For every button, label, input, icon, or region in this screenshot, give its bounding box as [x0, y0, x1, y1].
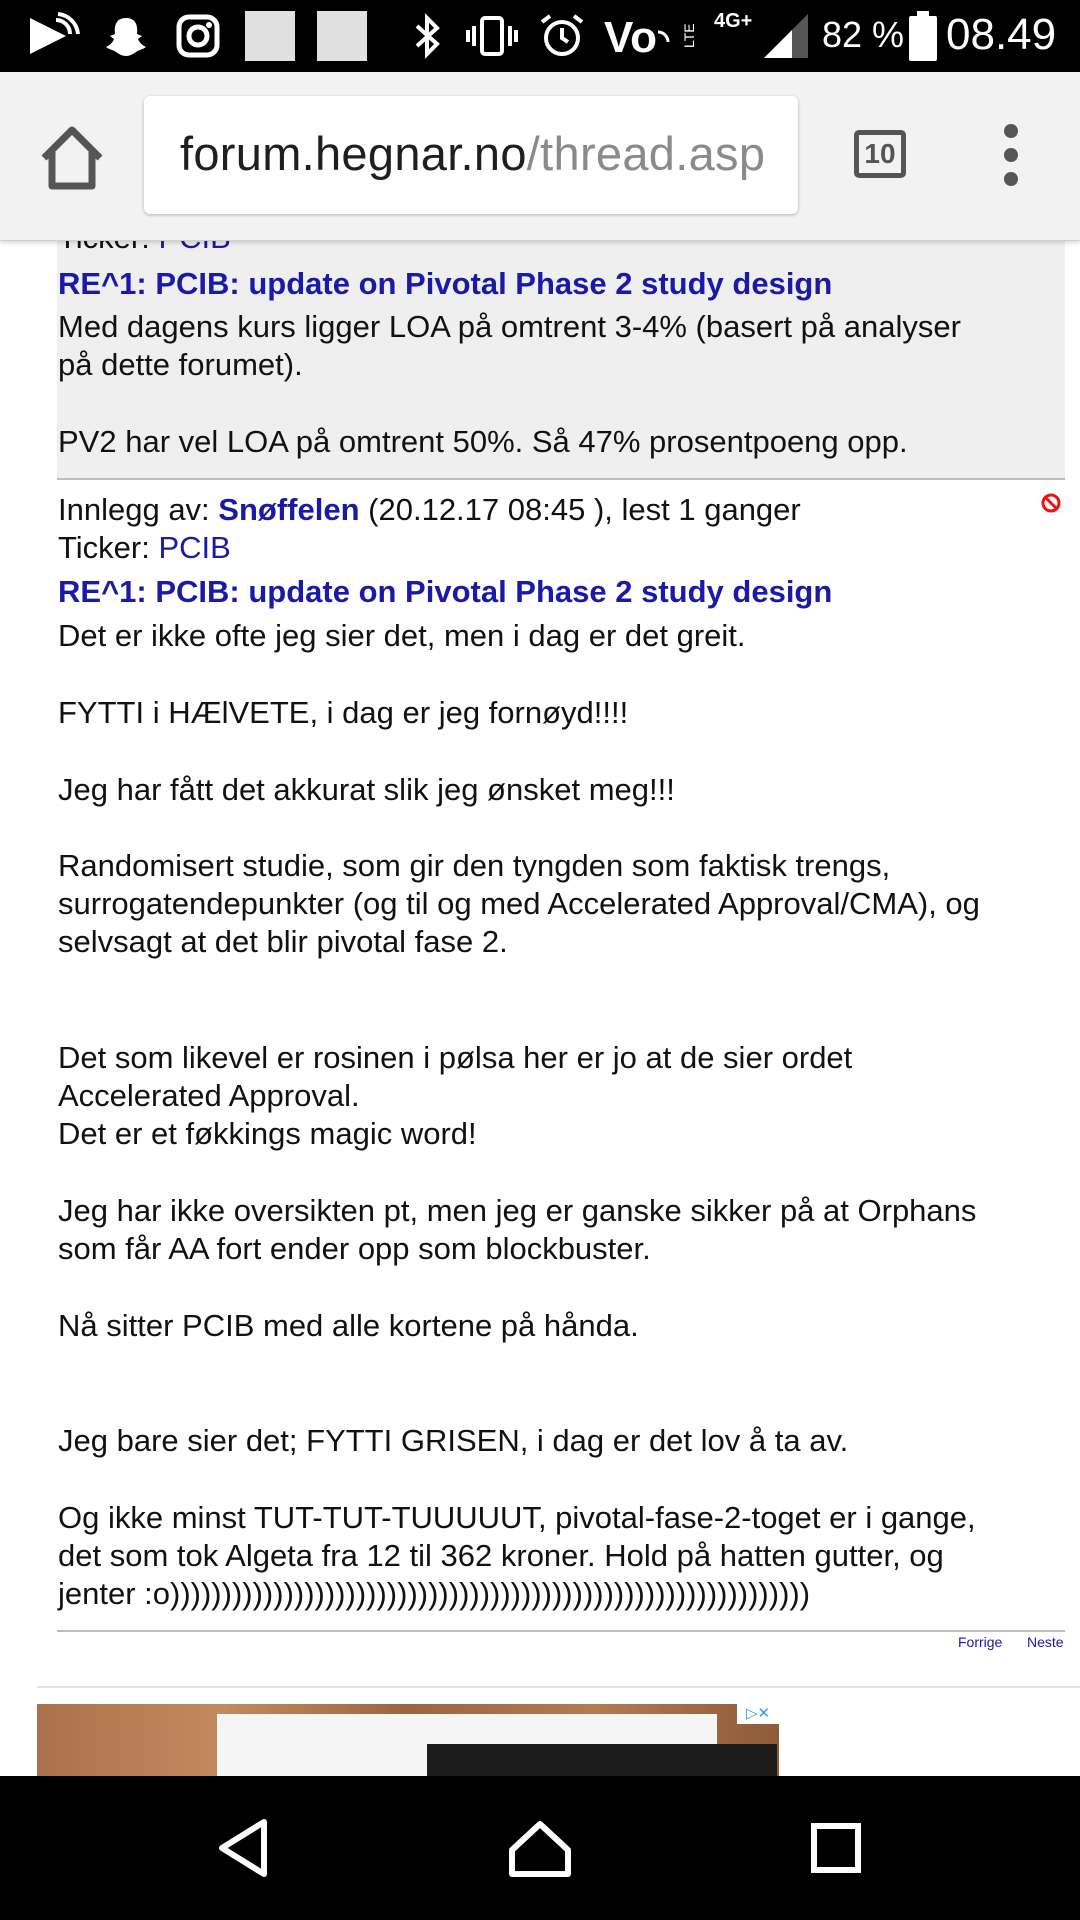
post-body-line: Og ikke minst TUT-TUT-TUUUUUT, pivotal-fase-2-toget er i gange,: [58, 1500, 976, 1535]
recents-button[interactable]: [804, 1816, 868, 1880]
author-link[interactable]: Snøffelen: [218, 492, 360, 527]
post-body-line: Det som likevel er rosinen i pølsa her er jo at de sier ordet: [58, 1040, 853, 1075]
post-body-line: surrogatendepunkter (og til og med Accelerated Approval/CMA), og: [58, 886, 980, 921]
prev-link[interactable]: Forrige: [958, 1634, 1003, 1650]
url-path: /thread.asp: [526, 127, 766, 180]
address-bar[interactable]: [144, 96, 798, 214]
snapchat-icon: [100, 12, 152, 60]
battery-icon: [908, 12, 938, 60]
previous-post: [57, 220, 1065, 480]
section-divider: [37, 1686, 1080, 1688]
author-prefix: Innlegg av:: [58, 492, 210, 527]
post-body-line: Nå sitter PCIB med alle kortene på hånda.: [58, 1308, 639, 1343]
system-nav-bar: [0, 1776, 1080, 1920]
back-icon: [212, 1816, 276, 1880]
advertisement-banner[interactable]: [37, 1704, 779, 1776]
browser-toolbar: [0, 72, 1080, 241]
report-icon[interactable]: [1041, 493, 1061, 513]
post-divider: [57, 1630, 1065, 1632]
post-body-line: på dette forumet).: [58, 347, 303, 382]
bluetooth-icon: [406, 12, 450, 60]
ticker-line: [58, 530, 231, 566]
post-body-line: Jeg bare sier det; FYTTI GRISEN, i dag er det lov å ta av.: [58, 1423, 849, 1458]
notification-image-icon: [316, 12, 368, 60]
post-body-line: det som tok Algeta fra 12 til 362 kroner. Hold på hatten gutter, og: [58, 1538, 944, 1573]
post-body-line: Det er et føkkings magic word!: [58, 1116, 477, 1151]
volte-icon: [604, 12, 697, 62]
alarm-icon: [536, 12, 588, 60]
post-meta: (20.12.17 08:45 ), lest 1 ganger: [368, 492, 801, 527]
post-title-link[interactable]: RE^1: PCIB: update on Pivotal Phase 2 study design: [58, 574, 833, 609]
status-bar: [0, 0, 1080, 72]
adchoices-icon[interactable]: ▷✕: [737, 1704, 779, 1724]
instagram-icon: [172, 12, 224, 60]
post-body-line: selvsagt at det blir pivotal fase 2.: [58, 924, 508, 959]
post-body-line: Jeg har ikke oversikten pt, men jeg er ganske sikker på at Orphans: [58, 1193, 977, 1228]
home-nav-button[interactable]: [508, 1816, 572, 1880]
svg-text:Vo: Vo: [604, 13, 657, 62]
notification-image-icon: [244, 12, 296, 60]
clock: 08.49: [946, 10, 1057, 59]
svg-text:LTE: LTE: [681, 23, 697, 48]
next-link[interactable]: Neste: [1027, 1634, 1064, 1650]
vibrate-icon: [464, 12, 520, 60]
post-body-line: Accelerated Approval.: [58, 1078, 360, 1113]
recents-icon: [804, 1816, 868, 1880]
battery-percent: 82 %: [822, 14, 905, 55]
network-type-label: 4G+: [714, 10, 753, 32]
ticker-label: Ticker:: [58, 530, 150, 565]
cast-icon: [24, 12, 80, 60]
url-host: forum.hegnar.no: [180, 127, 527, 180]
overflow-menu-button[interactable]: [990, 124, 1032, 194]
menu-dot-icon: [1004, 172, 1018, 186]
post-body-line: Jeg har fått det akkurat slik jeg ønsket meg!!!: [58, 772, 675, 807]
ticker-link[interactable]: PCIB: [158, 530, 231, 565]
menu-dot-icon: [1004, 124, 1018, 138]
back-button[interactable]: [212, 1816, 276, 1880]
post-author-line: [58, 492, 801, 528]
tab-switcher-button[interactable]: 10: [854, 130, 906, 178]
post-body-line: jenter :o)))))))))))))))))))))))))))))))))))))))))))))))))))))))))))))): [58, 1576, 811, 1611]
home-icon: [508, 1816, 572, 1880]
url-text: [180, 126, 765, 181]
home-button[interactable]: [36, 122, 108, 194]
post-body-line: FYTTI i HÆlVETE, i dag er jeg fornøyd!!!!: [58, 695, 629, 730]
post-body-line: Med dagens kurs ligger LOA på omtrent 3-4% (basert på analyser: [58, 309, 961, 344]
post-body-line: som får AA fort ender opp som blockbuster.: [58, 1231, 651, 1266]
home-icon: [36, 122, 108, 194]
signal-icon: [762, 12, 810, 60]
menu-dot-icon: [1004, 148, 1018, 162]
post-title-link[interactable]: RE^1: PCIB: update on Pivotal Phase 2 study design: [58, 266, 833, 301]
post-body-line: Randomisert studie, som gir den tyngden som faktisk trengs,: [58, 848, 891, 883]
post-body-line: Det er ikke ofte jeg sier det, men i dag er det greit.: [58, 618, 746, 653]
page-content: [0, 240, 1080, 1776]
post-body-line: PV2 har vel LOA på omtrent 50%. Så 47% prosentpoeng opp.: [58, 424, 908, 459]
